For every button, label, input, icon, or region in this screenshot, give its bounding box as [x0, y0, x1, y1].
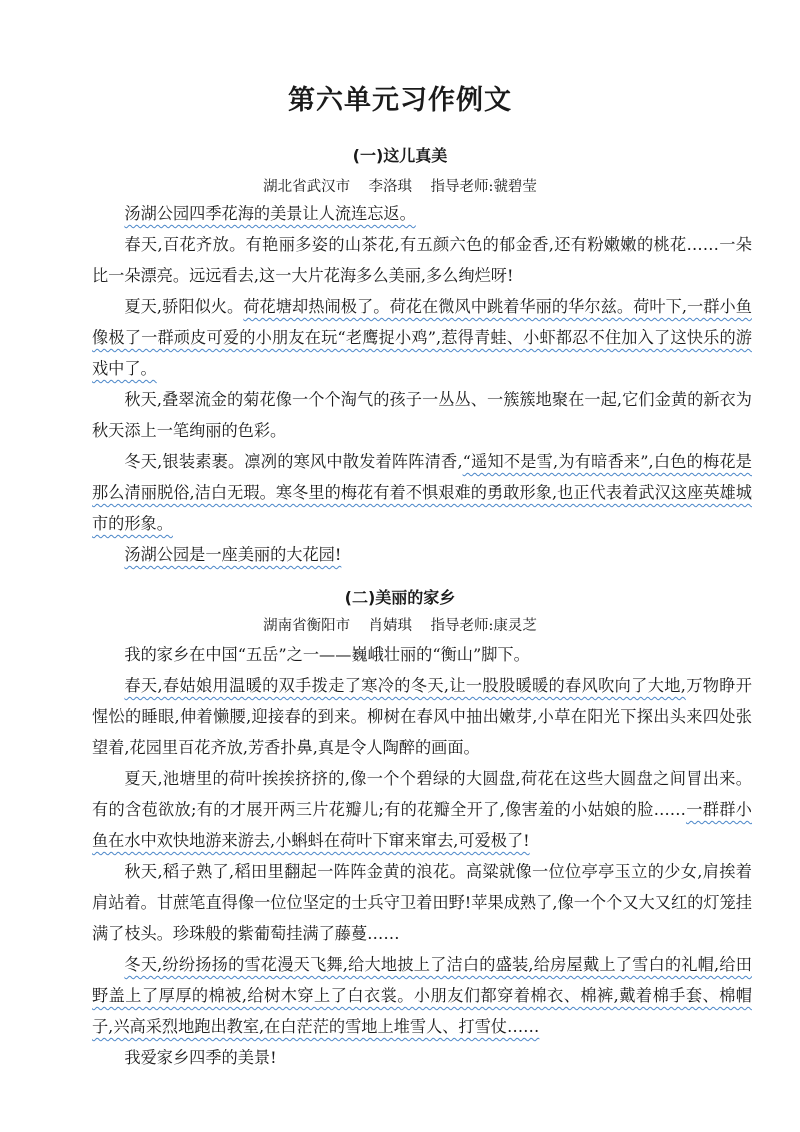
essay1-paragraph-4	[92, 384, 752, 446]
essay1-paragraph-1	[92, 198, 752, 229]
essay2-p1-text: 我的家乡在中国“五岳”之一——巍峨壮丽的“衡山”脚下。	[124, 645, 530, 664]
essay2-p3-text-b: 一群群小鱼在水中欢快地游来游去,小蝌蚪在荷叶下窜来窜去,可爱极了!	[92, 800, 752, 850]
essay2-paragraph-4	[92, 856, 752, 949]
essay1-p5-text-a: 冬天,银装素裹。凛冽的寒风中散发着阵阵清香,	[124, 452, 463, 471]
essay2-paragraph-1	[92, 639, 752, 670]
essay2-p2-text-a: 春天,春姑娘用温暖的双手拨走了寒冷的冬天,让一股股暖暖的春风吹向了大地,	[124, 676, 686, 695]
essay1-paragraph-5	[92, 446, 752, 539]
essay1-p6-text: 汤湖公园是一座美丽的大花园!	[124, 545, 342, 564]
essay2-p5-text: 冬天,纷纷扬扬的雪花漫天飞舞,给大地披上了洁白的盛装,给房屋戴上了雪白的礼帽,给田野盖上了厚厚的棉被,给树木穿上了白衣裳。小朋友们都穿着棉衣、棉裤,戴着棉手套、棉帽子,兴高采烈地跑出教室,在白茫茫的雪地上堆雪人、打雪仗……	[92, 955, 752, 1036]
essay1-p1-text: 汤湖公园四季花海的美景让人流连忘返。	[124, 204, 416, 223]
essay2-byline: 湖南省衡阳市 肖婧琪 指导老师:康灵芝	[263, 618, 537, 634]
essay1-p2-text: 春天,百花齐放。有艳丽多姿的山茶花,有五颜六色的郁金香,还有粉嫩嫩的桃花……一朵比一朵漂亮。远远看去,这一大片花海多么美丽,多么绚烂呀!	[92, 235, 752, 285]
essay2-p4-text: 秋天,稻子熟了,稻田里翻起一阵阵金黄的浪花。高粱就像一位位亭亭玉立的少女,肩挨着肩站着。甘蔗笔直得像一位位坚定的士兵守卫着田野!苹果成熟了,像一个个又大又红的灯笼挂满了枝头。珍珠般的紫葡萄挂满了藤蔓……	[92, 862, 752, 943]
essay2-p2-text-b: 万物睁开惺忪的睡眼,伸着懒腰,迎接春的到来。柳树在春风中抽出嫩芽,小草在阳光下探出头来四处张望着,花园里百花齐放,芳香扑鼻,真是令人陶醉的画面。	[92, 676, 752, 757]
essay2-paragraph-5	[92, 949, 752, 1042]
essay2-heading: (二)美丽的家乡	[344, 588, 456, 607]
essay1-byline: 湖北省武汉市 李洛琪 指导老师:虢碧莹	[263, 179, 537, 195]
essay2-p3-text-a: 夏天,池塘里的荷叶挨挨挤挤的,像一个个碧绿的大圆盘,荷花在这些大圆盘之间冒出来。有的含苞欲放;有的才展开两三片花瓣儿;有的花瓣全开了,像害羞的小姑娘的脸……	[92, 769, 752, 819]
essay2-paragraph-6	[92, 1042, 752, 1073]
essay1-paragraph-6	[92, 539, 752, 570]
essay1-heading: (一)这儿真美	[352, 146, 448, 165]
essay1-p3-text-a: 夏天,骄阳似火。	[124, 297, 244, 316]
essay2-p6-text: 我爱家乡四季的美景!	[124, 1048, 277, 1067]
page-title: 第六单元习作例文	[288, 85, 512, 116]
essay1-p5-text-b: “遥知不是雪,为有暗香来”,白色的梅花是那么清丽脱俗,洁白无瑕。寒冬里的梅花有着不惧艰难的勇敢形象,也正代表着武汉这座英雄城市的形象。	[92, 452, 752, 533]
essay1-paragraph-3	[92, 291, 752, 384]
essay1-paragraph-2	[92, 229, 752, 291]
essay2-paragraph-3	[92, 763, 752, 856]
essay2-paragraph-2	[92, 670, 752, 763]
essay1-p3-text-b: 荷花塘却热闹极了。荷花在微风中跳着华丽的华尔兹。荷叶下,一群小鱼像极了一群顽皮可爱的小朋友在玩“老鹰捉小鸡”,惹得青蛙、小虾都忍不住加入了这快乐的游戏中了。	[92, 297, 752, 378]
essay1-p4-text: 秋天,叠翠流金的菊花像一个个淘气的孩子一丛丛、一簇簇地聚在一起,它们金黄的新衣为秋天添上一笔绚丽的色彩。	[92, 390, 752, 440]
